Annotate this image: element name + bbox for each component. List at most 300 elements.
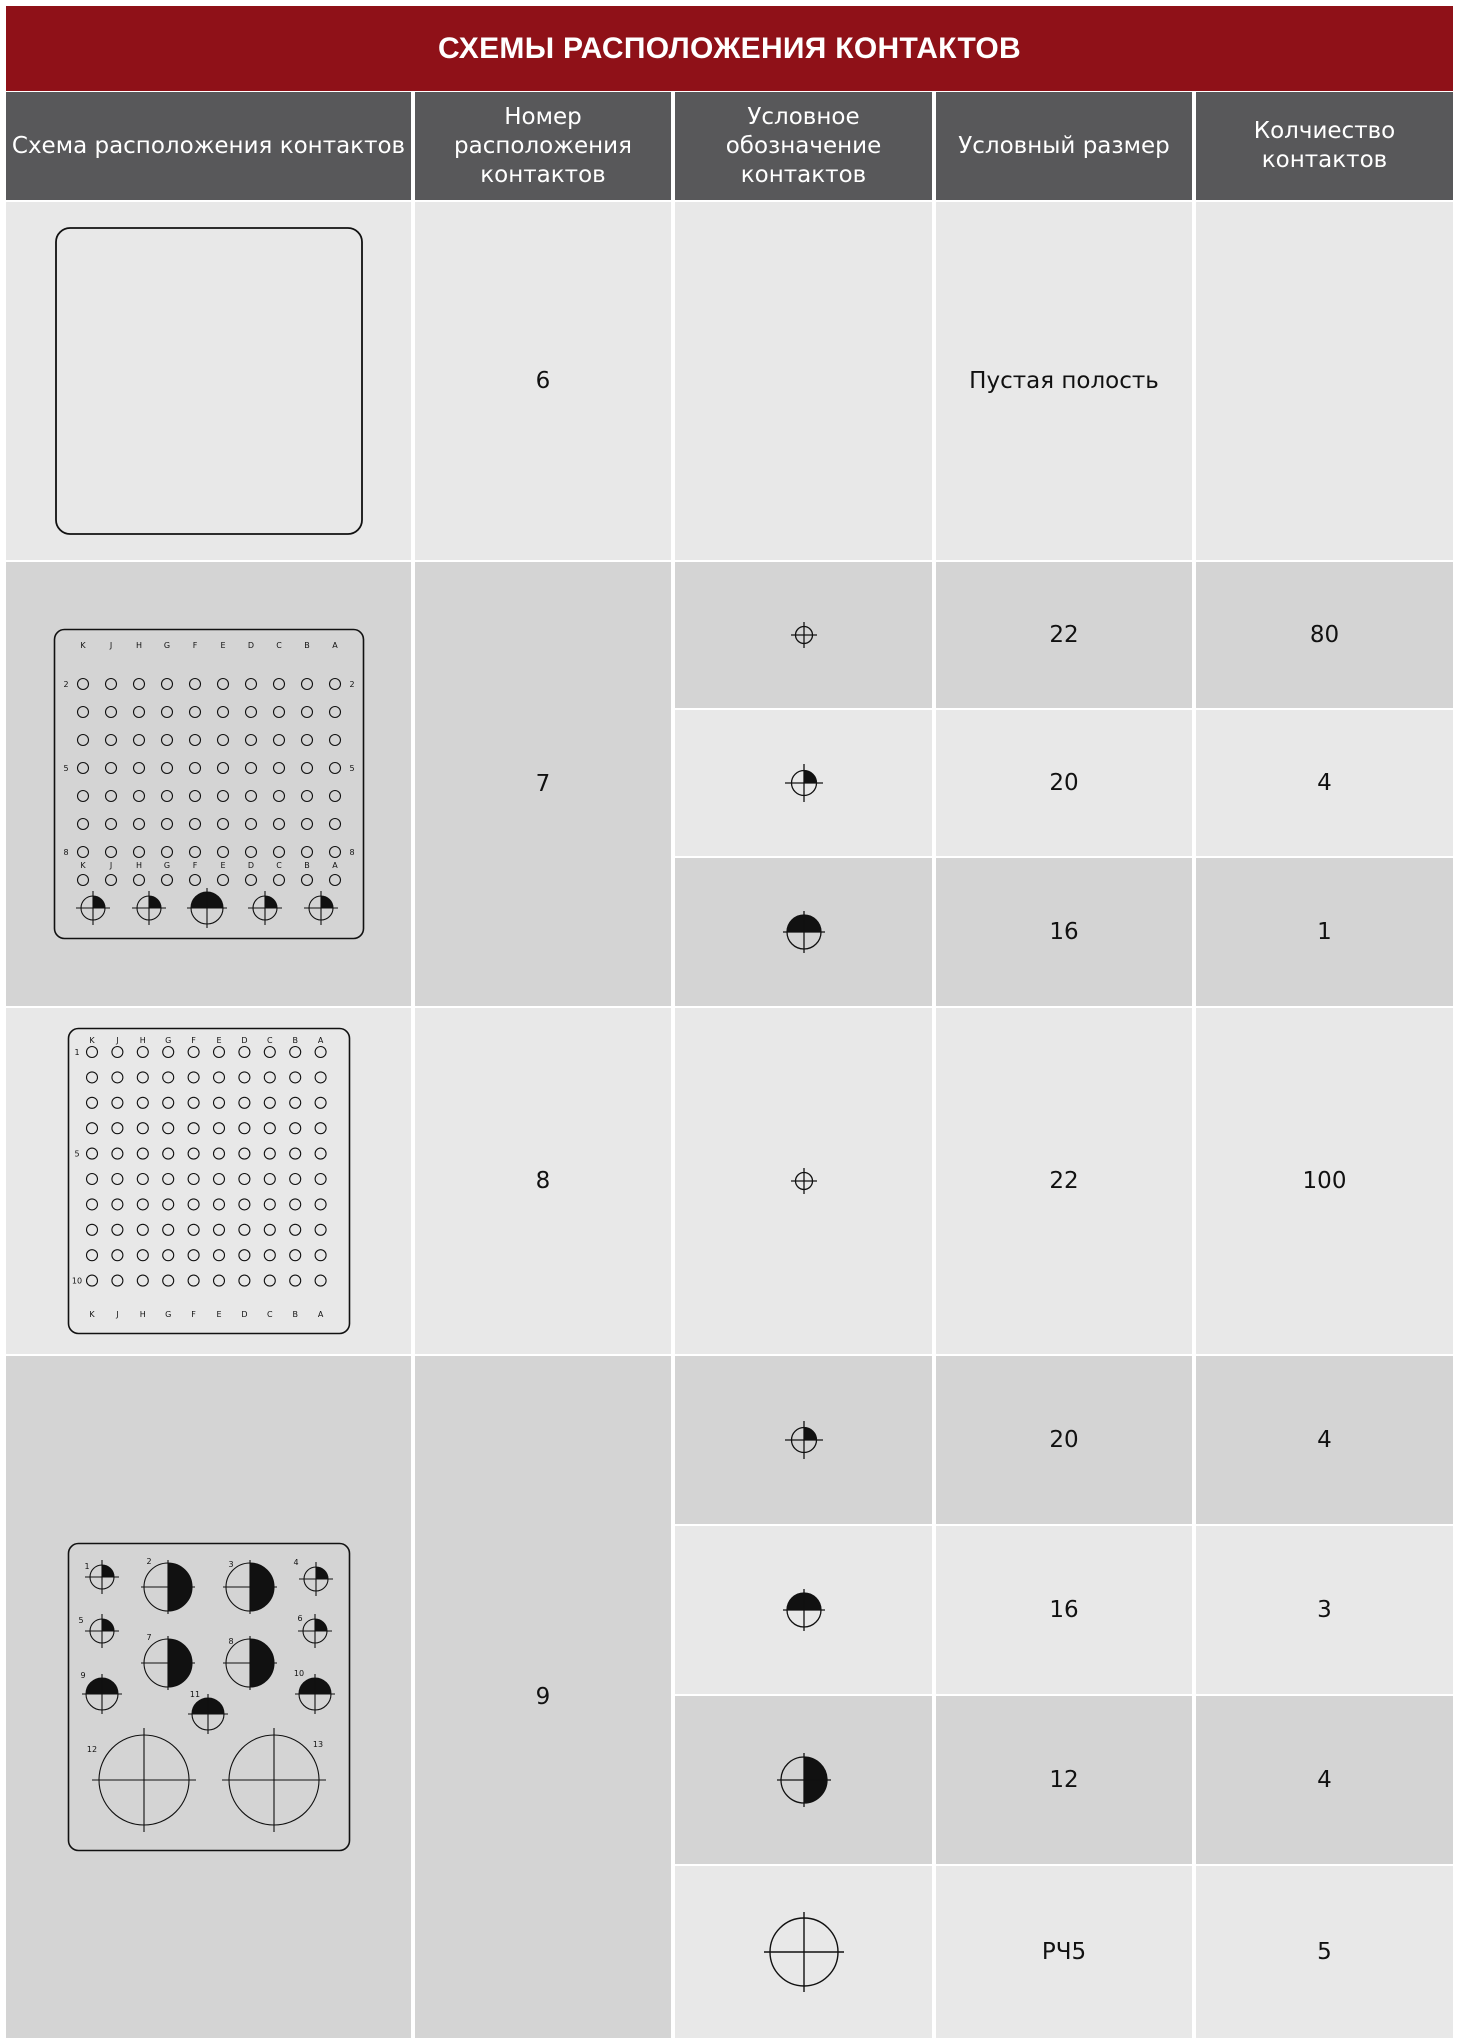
contact-hole (86, 1250, 97, 1261)
contact-11 (188, 1694, 228, 1734)
row6-symbol-cell (675, 202, 932, 560)
contact-hole (77, 763, 88, 774)
contact-hole (238, 1275, 249, 1286)
contact-hole (301, 735, 312, 746)
contact-hole (77, 735, 88, 746)
contact-12 (92, 1728, 196, 1832)
row8-size-cell (936, 1008, 1192, 1354)
column-letter-top: A (317, 1036, 323, 1045)
column-letter-top: D (247, 641, 254, 650)
contact-number-label: 4 (292, 1558, 299, 1567)
contact-hole (329, 819, 340, 830)
contact-hole (289, 1097, 300, 1108)
cross-small-icon (789, 1166, 819, 1196)
row7-size-2: 20 (1049, 770, 1079, 796)
row7-number-cell (415, 562, 671, 1006)
header-scheme-label: Схема расположения контактов (11, 132, 406, 159)
contact-hole (189, 875, 200, 886)
contact-hole (301, 791, 312, 802)
column-letter-bottom: E (215, 1310, 222, 1319)
contact-hole (273, 735, 284, 746)
page-title: СХЕМЫ РАСПОЛОЖЕНИЯ КОНТАКТОВ (437, 31, 1022, 65)
contact-hole (217, 819, 228, 830)
contact-9 (82, 1674, 122, 1714)
contact-hole (111, 1072, 122, 1083)
contact-hole (162, 1123, 173, 1134)
arrangement-7-diagram (53, 628, 365, 940)
contact-hole (245, 763, 256, 774)
contact-hole (289, 1123, 300, 1134)
contact-hole (137, 1174, 148, 1185)
contact-hole (245, 819, 256, 830)
contact-hole (238, 1148, 249, 1159)
header-number (415, 92, 671, 200)
row7-symbol-cell-3 (675, 858, 932, 1006)
contact-hole (77, 847, 88, 858)
contact-hole (329, 763, 340, 774)
row-label-left: 5 (62, 764, 69, 773)
contact-hole (111, 1275, 122, 1286)
column-letter-bottom: K (79, 861, 86, 870)
contact-hole (238, 1072, 249, 1083)
contact-hole (86, 1047, 97, 1058)
contact-hole (188, 1275, 199, 1286)
row6-size: Пустая полость (969, 368, 1159, 394)
contact-hole (161, 707, 172, 718)
contact-hole (189, 735, 200, 746)
contact-hole (329, 707, 340, 718)
arrangement-9-diagram (67, 1542, 351, 1852)
contact-hole (137, 1097, 148, 1108)
column-letter-bottom: B (291, 1310, 298, 1319)
row9-size-cell-2 (936, 1526, 1192, 1694)
contact-hole (105, 735, 116, 746)
contact-hole (161, 763, 172, 774)
header-size (936, 92, 1192, 200)
contact-number-label: 5 (77, 1616, 84, 1625)
contact-hole (289, 1250, 300, 1261)
half-top-filled-icon (782, 1588, 826, 1632)
contact-hole (111, 1174, 122, 1185)
contact-hole (188, 1072, 199, 1083)
contact-number-label: 3 (227, 1560, 234, 1569)
contact-hole (133, 875, 144, 886)
contact-hole (245, 707, 256, 718)
contact-hole (289, 1148, 300, 1159)
contact-hole (264, 1224, 275, 1235)
contact-hole (315, 1148, 326, 1159)
row-label-left: 10 (71, 1276, 82, 1286)
contact-hole (133, 735, 144, 746)
header-count-label: Колчиество контактов (1253, 118, 1396, 173)
cross-small-icon (789, 620, 819, 650)
contact-hole (273, 679, 284, 690)
contact-hole (238, 1047, 249, 1058)
contact-hole (133, 847, 144, 858)
column-letter-bottom: J (109, 861, 112, 870)
column-letter-top: B (303, 641, 310, 650)
contact-hole (188, 1047, 199, 1058)
column-letter-bottom: J (115, 1310, 119, 1319)
contact-hole (105, 791, 116, 802)
contact-hole (213, 1275, 224, 1286)
column-letter-top: J (115, 1036, 119, 1045)
contact-hole (105, 763, 116, 774)
contact-hole (273, 763, 284, 774)
contact-hole (245, 791, 256, 802)
contact-hole (133, 819, 144, 830)
row8-number: 8 (535, 1168, 551, 1194)
arrangement-8-diagram (67, 1027, 351, 1335)
row9-symbol-cell-2 (675, 1526, 932, 1694)
contact-hole (264, 1123, 275, 1134)
contact-hole (162, 1148, 173, 1159)
contact-hole (264, 1047, 275, 1058)
row7-size-cell-3 (936, 858, 1192, 1006)
contact-1 (85, 1560, 119, 1594)
contact-hole (161, 875, 172, 886)
contact-hole (188, 1123, 199, 1134)
contact-hole (162, 1072, 173, 1083)
contact-hole (189, 707, 200, 718)
half-top-filled-icon (782, 910, 826, 954)
row9-count-cell-3 (1196, 1696, 1453, 1864)
contact-hole (245, 735, 256, 746)
contact-hole (264, 1072, 275, 1083)
contact-hole (217, 707, 228, 718)
contact-hole (189, 819, 200, 830)
contact-hole (189, 847, 200, 858)
contact-number-label: 11 (189, 1690, 200, 1699)
contact-size20 (76, 891, 110, 925)
contact-hole (189, 791, 200, 802)
row-label-right: 8 (348, 848, 355, 857)
column-letter-top: C (275, 641, 282, 650)
contact-hole (264, 1097, 275, 1108)
header-scheme (6, 92, 411, 200)
column-letter-top: G (164, 1036, 171, 1045)
contact-hole (238, 1123, 249, 1134)
column-letter-bottom: F (192, 861, 197, 870)
contact-hole (161, 791, 172, 802)
row-label-left: 2 (62, 680, 69, 689)
column-letter-bottom: H (139, 1310, 146, 1319)
contact-size16 (187, 888, 227, 928)
contact-hole (245, 679, 256, 690)
row7-size-3: 16 (1049, 919, 1079, 945)
contact-number-label: 7 (145, 1633, 152, 1642)
column-letter-bottom: K (88, 1310, 95, 1319)
contact-hole (161, 847, 172, 858)
contact-4 (299, 1562, 333, 1596)
row6-number: 6 (535, 368, 551, 394)
contact-hole (289, 1174, 300, 1185)
page-title-bar (6, 6, 1453, 91)
row9-size-4: РЧ5 (1041, 1939, 1087, 1965)
contact-hole (301, 707, 312, 718)
column-letter-top: D (240, 1036, 247, 1045)
row-label-right: 2 (348, 680, 355, 689)
row7-size-1: 22 (1049, 622, 1079, 648)
contact-hole (133, 791, 144, 802)
row6-count-cell (1196, 202, 1453, 560)
row7-symbol-cell-1 (675, 562, 932, 708)
contact-hole (315, 1123, 326, 1134)
header-number-label: Номер расположения контактов (454, 103, 632, 188)
row9-symbol-cell-1 (675, 1356, 932, 1524)
contact-hole (315, 1224, 326, 1235)
contact-hole (77, 707, 88, 718)
row8-number-cell (415, 1008, 671, 1354)
row-label-left: 1 (73, 1048, 80, 1057)
contact-hole (315, 1275, 326, 1286)
row9-count-cell-2 (1196, 1526, 1453, 1694)
contact-hole (315, 1199, 326, 1210)
contact-hole (289, 1275, 300, 1286)
contact-hole (289, 1072, 300, 1083)
contact-hole (301, 679, 312, 690)
contact-hole (238, 1250, 249, 1261)
contact-number-label: 10 (293, 1669, 304, 1678)
contact-hole (264, 1174, 275, 1185)
contact-hole (315, 1174, 326, 1185)
contact-hole (213, 1123, 224, 1134)
contact-hole (111, 1250, 122, 1261)
column-letter-top: F (190, 1036, 196, 1045)
contact-hole (264, 1250, 275, 1261)
contact-hole (111, 1047, 122, 1058)
row7-count-cell-1 (1196, 562, 1453, 708)
contact-hole (188, 1148, 199, 1159)
arrangement-6-diagram (54, 226, 364, 536)
row-label-left: 8 (62, 848, 69, 857)
contact-hole (213, 1148, 224, 1159)
contact-hole (329, 735, 340, 746)
contact-hole (162, 1199, 173, 1210)
contact-hole (162, 1250, 173, 1261)
contact-hole (105, 819, 116, 830)
contact-hole (86, 1097, 97, 1108)
column-letter-bottom: D (247, 861, 254, 870)
column-letter-bottom: B (303, 861, 310, 870)
contact-hole (301, 847, 312, 858)
column-letter-top: K (88, 1036, 95, 1045)
contact-hole (315, 1097, 326, 1108)
column-letter-top: C (266, 1036, 273, 1045)
row9-symbol-cell-3 (675, 1696, 932, 1864)
column-letter-top: A (331, 641, 338, 650)
row7-number: 7 (535, 771, 551, 797)
contact-hole (86, 1123, 97, 1134)
row9-number: 9 (535, 1684, 551, 1710)
contact-hole (137, 1047, 148, 1058)
column-letter-bottom: A (331, 861, 338, 870)
contact-hole (217, 735, 228, 746)
contact-hole (301, 875, 312, 886)
contact-hole (137, 1123, 148, 1134)
contact-number-label: 9 (79, 1671, 86, 1680)
contact-hole (189, 763, 200, 774)
row9-count-cell-4 (1196, 1866, 1453, 2038)
row9-size-cell-1 (936, 1356, 1192, 1524)
contact-number-label: 2 (145, 1557, 152, 1566)
contact-hole (86, 1072, 97, 1083)
row8-count-cell (1196, 1008, 1453, 1354)
contact-hole (273, 819, 284, 830)
row7-count-2: 4 (1317, 770, 1332, 796)
contact-size20 (304, 891, 338, 925)
column-letter-top: E (215, 1036, 222, 1045)
contact-hole (245, 847, 256, 858)
contact-hole (161, 679, 172, 690)
contact-hole (77, 679, 88, 690)
contact-hole (111, 1123, 122, 1134)
contact-hole (238, 1224, 249, 1235)
header-symbol (675, 92, 932, 200)
column-letter-bottom: F (190, 1310, 196, 1319)
diagram-8-border (68, 1029, 349, 1334)
contact-hole (329, 791, 340, 802)
contact-hole (111, 1224, 122, 1235)
contact-hole (217, 679, 228, 690)
column-letter-top: K (79, 641, 86, 650)
contact-hole (213, 1250, 224, 1261)
contact-number-label: 12 (86, 1745, 97, 1754)
contact-hole (105, 875, 116, 886)
row9-size-cell-4 (936, 1866, 1192, 2038)
contact-hole (137, 1275, 148, 1286)
row-label-right: 5 (348, 764, 355, 773)
row9-count-1: 4 (1317, 1427, 1332, 1453)
contact-hole (213, 1174, 224, 1185)
contact-hole (264, 1199, 275, 1210)
contact-hole (105, 847, 116, 858)
contact-hole (86, 1199, 97, 1210)
contact-hole (213, 1199, 224, 1210)
contact-hole (329, 875, 340, 886)
row6-size-cell (936, 202, 1192, 560)
contact-hole (162, 1047, 173, 1058)
row7-symbol-cell-2 (675, 710, 932, 856)
contact-hole (161, 819, 172, 830)
contact-hole (137, 1072, 148, 1083)
contact-hole (133, 679, 144, 690)
contact-hole (213, 1047, 224, 1058)
column-letter-top: F (192, 641, 197, 650)
contact-hole (289, 1224, 300, 1235)
row9-count-2: 3 (1317, 1597, 1332, 1623)
header-symbol-label: Условное обозначение контактов (725, 103, 882, 188)
contact-hole (301, 763, 312, 774)
diagram-9-border (68, 1544, 349, 1851)
contact-hole (105, 707, 116, 718)
row9-symbol-cell-4 (675, 1866, 932, 2038)
row7-count-3: 1 (1317, 919, 1332, 945)
row8-size: 22 (1049, 1168, 1079, 1194)
contact-hole (105, 679, 116, 690)
row8-symbol-cell (675, 1008, 932, 1354)
contact-hole (289, 1199, 300, 1210)
row9-count-4: 5 (1317, 1939, 1332, 1965)
contact-5 (85, 1614, 119, 1648)
contact-hole (238, 1097, 249, 1108)
column-letter-bottom: G (164, 1310, 171, 1319)
contact-hole (217, 875, 228, 886)
contact-hole (86, 1148, 97, 1159)
contact-hole (162, 1174, 173, 1185)
row9-count-3: 4 (1317, 1767, 1332, 1793)
contact-hole (162, 1224, 173, 1235)
contact-size20 (248, 891, 282, 925)
contact-10 (295, 1674, 335, 1714)
row7-count-cell-3 (1196, 858, 1453, 1006)
contact-hole (188, 1097, 199, 1108)
column-letter-bottom: C (275, 861, 282, 870)
row9-size-3: 12 (1049, 1767, 1079, 1793)
row8-count: 100 (1302, 1168, 1347, 1194)
contact-hole (188, 1250, 199, 1261)
contact-hole (213, 1097, 224, 1108)
column-letter-top: H (139, 1036, 146, 1045)
contact-hole (315, 1047, 326, 1058)
contact-hole (264, 1148, 275, 1159)
row9-number-cell (415, 1356, 671, 2038)
row8-scheme-cell (6, 1008, 411, 1354)
contact-hole (137, 1199, 148, 1210)
header-count (1196, 92, 1453, 200)
contact-hole (245, 875, 256, 886)
row7-size-cell-1 (936, 562, 1192, 708)
contact-hole (264, 1275, 275, 1286)
column-letter-top: G (163, 641, 170, 650)
header-size-label: Условный размер (958, 132, 1170, 159)
contact-hole (289, 1047, 300, 1058)
contact-7 (141, 1636, 195, 1690)
row7-count-cell-2 (1196, 710, 1453, 856)
quarter-filled-icon (782, 1418, 826, 1462)
row9-size-2: 16 (1049, 1597, 1079, 1623)
contact-hole (213, 1072, 224, 1083)
row9-size-1: 20 (1049, 1427, 1079, 1453)
row9-count-cell-1 (1196, 1356, 1453, 1524)
contact-hole (238, 1199, 249, 1210)
half-right-filled-icon (776, 1752, 832, 1808)
contact-hole (133, 763, 144, 774)
contact-number-label: 13 (312, 1740, 323, 1749)
contact-hole (315, 1250, 326, 1261)
contact-hole (188, 1199, 199, 1210)
contact-hole (329, 847, 340, 858)
quarter-filled-icon (782, 761, 826, 805)
row7-count-1: 80 (1309, 622, 1340, 648)
contact-hole (77, 819, 88, 830)
contact-hole (77, 875, 88, 886)
contact-hole (273, 847, 284, 858)
column-letter-bottom: G (163, 861, 170, 870)
contact-hole (86, 1174, 97, 1185)
contact-hole (137, 1224, 148, 1235)
contact-hole (217, 763, 228, 774)
contact-hole (329, 679, 340, 690)
contact-6 (298, 1614, 332, 1648)
cross-large-icon (762, 1910, 846, 1994)
column-letter-bottom: C (266, 1310, 273, 1319)
contact-number-label: 6 (296, 1614, 303, 1623)
row9-size-cell-3 (936, 1696, 1192, 1864)
column-letter-bottom: D (240, 1310, 247, 1319)
contact-hole (217, 791, 228, 802)
contact-hole (213, 1224, 224, 1235)
